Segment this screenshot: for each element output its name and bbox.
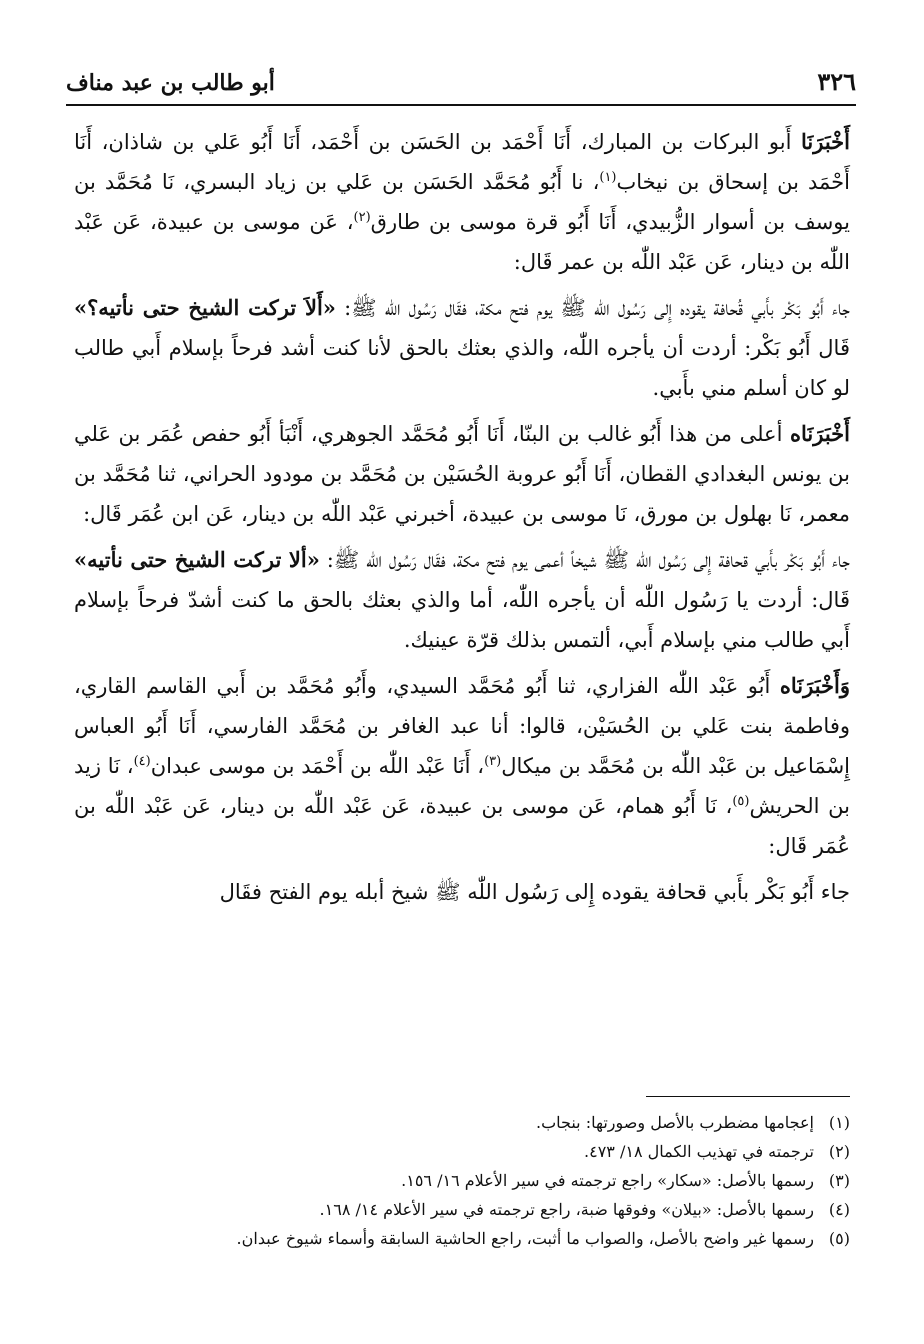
paragraph-text: قَال أَبُو بَكْر: أردت أن يأجره اللّٰه، والذي بعثك بالحق لأنا كنت أشد فرحاً بإسلام أَبي طالب لو كان أسلم مني بأَبي.	[74, 336, 850, 400]
paragraph-text: أعلى من هذا أَبُو غالب بن البنّا، أَنَا أَبُو مُحَمَّد الجوهري، أَنْبَأ أَبُو حفص عُمَر بن عَلي بن يونس البغدادي القطان، أَنَا أَبُو عروبة الحُسَيْن بن مُحَمَّد بن مودود الحراني، ثنا مُحَمَّد بن معمر، نَا بهلول بن مورق، نَا موسى بن عبيدة، أخبرني عَبْد اللّٰه بن دينار، عَن ابن عُمَر قَال:	[74, 422, 850, 526]
footnote-item	[74, 1108, 850, 1137]
running-title: أبو طالب بن عبد مناف	[66, 70, 275, 96]
footnote-number: (٣)	[828, 1171, 850, 1190]
page-header	[66, 58, 856, 96]
paragraph-lead: وَأَخْبَرَنَاه	[779, 673, 850, 698]
main-text	[74, 122, 850, 918]
paragraph-text: ، نا أَبُو مُحَمَّد الحَسَن بن عَلي بن زياد البسري، نَا مُحَمَّد بن يوسف بن أسوار الزُّبيدي، أَنَا أَبُو قرة موسى بن طارق	[74, 170, 850, 234]
paragraph-text: ، أَنَا عَبْد اللّٰه بن أَحْمَد بن موسى عبدان	[150, 754, 485, 778]
paragraph-3	[74, 414, 850, 534]
footnote-text: ترجمته في تهذيب الكمال ١٨/ ٤٧٣.	[584, 1142, 814, 1161]
footnote-number: (٢)	[828, 1142, 850, 1161]
footnote-ref: (٣)	[484, 754, 502, 769]
footnote-text: رسمها بالأصل: «بيلان» وفوقها ضبة، راجع ترجمته في سير الأعلام ١٤/ ١٦٨.	[319, 1200, 814, 1219]
paragraph-text: قَال: أردت يا رَسُول اللّٰه أن يأجره اللّٰه، أما والذي بعثك بالحق ما كنت أشدّ فرحاً بإسلام أَبي طالب مني بإسلام أَبي، ألتمس بذلك قرّة عينيك.	[74, 588, 850, 652]
footnote-text: رسمها بالأصل: «سكار» راجع ترجمته في سير الأعلام ١٦/ ١٥٦.	[401, 1171, 814, 1190]
footnote-number: (٥)	[828, 1229, 850, 1248]
paragraph-text: جاء أَبُو بَكْر بأَبي قُحافة يقوده إِلى رَسُول اللّٰه ﷺ يوم فتح مكة، فقَال رَسُول اللّٰه ﷺ:	[335, 296, 850, 320]
footnote-ref: (٢)	[353, 210, 371, 225]
paragraph-2	[74, 288, 850, 408]
footnote-text: إعجامها مضطرب بالأصل وصورتها: بنجاب.	[535, 1113, 814, 1132]
page-number: ٣٢٦	[817, 67, 856, 96]
footnote-item	[74, 1166, 850, 1195]
paragraph-text: أَبُو عَبْد اللّٰه الفزاري، ثنا أَبُو مُحَمَّد السيدي، وأَبُو مُحَمَّد بن أَبي القاسم القاري، وفاطمة بنت عَلي بن الحُسَيْن، قالوا: أنا عبد الغافر بن مُحَمَّد الفارسي، أَنَا أَبُو العباس إِسْمَاعيل بن عَبْد اللّٰه بن مُحَمَّد بن ميكال	[74, 674, 850, 778]
footnote-ref: (١)	[599, 170, 617, 185]
header-rule	[66, 104, 856, 106]
paragraph-6	[74, 872, 850, 912]
paragraph-5	[74, 666, 850, 866]
footnote-item	[74, 1195, 850, 1224]
footnote-number: (١)	[828, 1113, 850, 1132]
footnote-ref: (٥)	[732, 794, 750, 809]
paragraph-1	[74, 122, 850, 282]
paragraph-4	[74, 540, 850, 660]
hadith-quote: «ألا تركت الشيخ حتى نأتيه»	[74, 547, 320, 572]
footnote-item	[74, 1224, 850, 1253]
paragraph-text: جاء أَبُو بَكْر بأَبي قحافة إِلى رَسُول اللّٰه ﷺ شيخاً أعمى يوم فتح مكة، فقَال رَسُول اللّٰه ﷺ:	[319, 548, 850, 572]
paragraph-lead: أَخْبَرَنَا	[801, 129, 850, 154]
paragraph-lead: أَخْبَرَنَاه	[790, 421, 850, 446]
paragraph-text: ، نَا زيد بن الحريش	[74, 754, 851, 818]
footnote-rule	[646, 1096, 850, 1097]
footnotes	[74, 1108, 850, 1253]
footnote-ref: (٤)	[133, 754, 151, 769]
paragraph-text: ، عَن موسى بن عبيدة، عَن عَبْد اللّٰه بن دينار، عَن عَبْد اللّٰه بن عمر قَال:	[74, 210, 850, 274]
paragraph-text: أَبو البركات بن المبارك، أَنَا أَحْمَد بن الحَسَن بن أَحْمَد، أَنَا أَبُو عَلي بن شاذان، أَنَا أَحْمَد بن إسحاق بن نيخاب	[74, 130, 850, 194]
hadith-quote: «أَلاَ تركت الشيخ حتى نأتيه؟»	[74, 295, 336, 320]
paragraph-text: جاء أَبُو بَكْر بأَبي قحافة يقوده إِلى رَسُول اللّٰه ﷺ شيخ أبله يوم الفتح فقَال	[219, 880, 850, 904]
footnote-item	[74, 1137, 850, 1166]
footnote-text: رسمها غير واضح بالأصل، والصواب ما أثبت، راجع الحاشية السابقة وأسماء شيوخ عبدان.	[236, 1229, 814, 1248]
footnote-number: (٤)	[828, 1200, 850, 1219]
paragraph-text: ، نَا أَبُو همام، عَن موسى بن عبيدة، عَن عَبْد اللّٰه بن دينار، عَن عَبْد اللّٰه بن عُمَر قَال:	[74, 794, 850, 858]
